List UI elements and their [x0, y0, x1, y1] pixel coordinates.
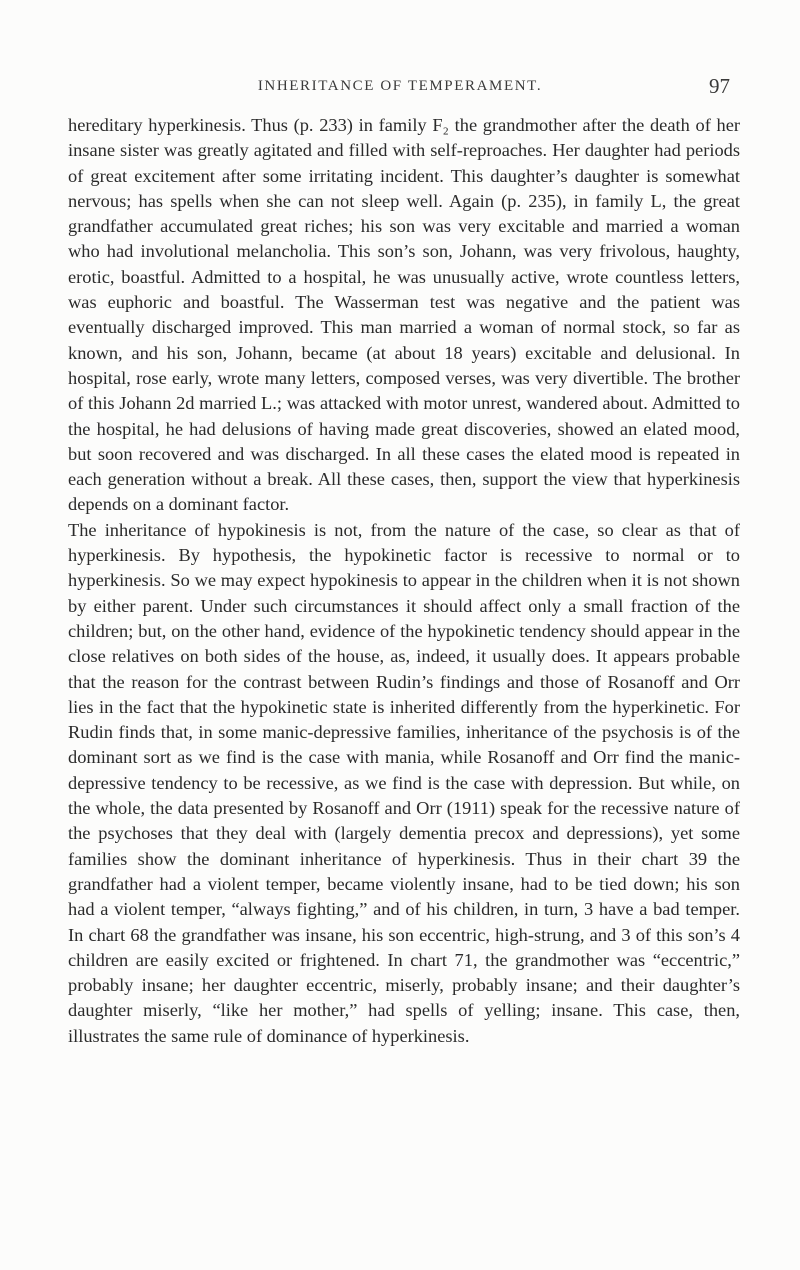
running-header — [70, 74, 730, 102]
body-text — [68, 113, 740, 1049]
paragraph: hereditary hyperkinesis. Thus (p. 233) in family F₂ the grandmother after the death of her insane sister was greatly agitated and filled with self-reproaches. Her daughter had periods of great excitement after some irritating incident. This daughter’s daughter is somewhat nervous; has spells when she can not sleep well. Again (p. 235), in family L, the great grandfather accumulated great riches; his son was very excitable and married a woman who had involutional melancholia. This son’s son, Johann, was very frivolous, haughty, erotic, boastful. Admitted to a hospital, he was unusually active, wrote countless letters, was euphoric and boastful. The Wasserman test was negative and the patient was eventually discharged improved. This man married a woman of normal stock, so far as known, and his son, Johann, became (at about 18 years) excitable and delusional. In hospital, rose early, wrote many letters, composed verses, was very divertible. The brother of this Johann 2d married L.; was attacked with motor unrest, wandered about. Admitted to the hospital, he had delusions of having made great discoveries, showed an elated mood, but soon recovered and was discharged. In all these cases the elated mood is repeated in each generation without a break. All these cases, then, support the view that hyperkinesis depends on a dominant factor. — [68, 115, 740, 515]
page-number: 97 — [709, 74, 730, 98]
paragraph: The inheritance of hypokinesis is not, from the nature of the case, so clear as that of hyperkinesis. By hypothesis, the hypokinetic factor is recessive to normal or to hyperkinesis. So we may expect hypokinesis to appear in the children when it is not shown by either parent. Under such circumstances it should affect only a small fraction of the children; but, on the other hand, evidence of the hypokinetic tendency should appear in the close relatives on both sides of the house, as, indeed, it usually does. It appears probable that the reason for the contrast between Rudin’s findings and those of Rosanoff and Orr lies in the fact that the hypokinetic state is inherited differently from the hyperkinetic. For Rudin finds that, in some manic-depressive families, inheritance of the psychosis is of the dominant sort as we find is the case with mania, while Rosanoff and Orr find the manic-depressive tendency to be recessive, as we find is the case with depression. But while, on the whole, the data presented by Rosanoff and Orr (1911) speak for the recessive nature of the psychoses that they deal with (largely dementia precox and depressions), yet some families show the dominant inheritance of hyperkinesis. Thus in their chart 39 the grandfather had a violent temper, became violently insane, had to be tied down; his son had a violent temper, “always fighting,” and of his children, in turn, 3 have a bad temper. In chart 68 the grandfather was insane, his son eccentric, high-strung, and 3 of this son’s 4 children are easily excited or frightened. In chart 71, the grandmother was “eccentric,” probably insane; her daughter eccentric, miserly, probably insane; and their daughter’s daughter miserly, “like her mother,” had spells of yelling; insane. This case, then, illustrates the same rule of dominance of hyperkinesis. — [68, 519, 740, 1046]
running-title: INHERITANCE OF TEMPERAMENT. — [257, 78, 543, 94]
